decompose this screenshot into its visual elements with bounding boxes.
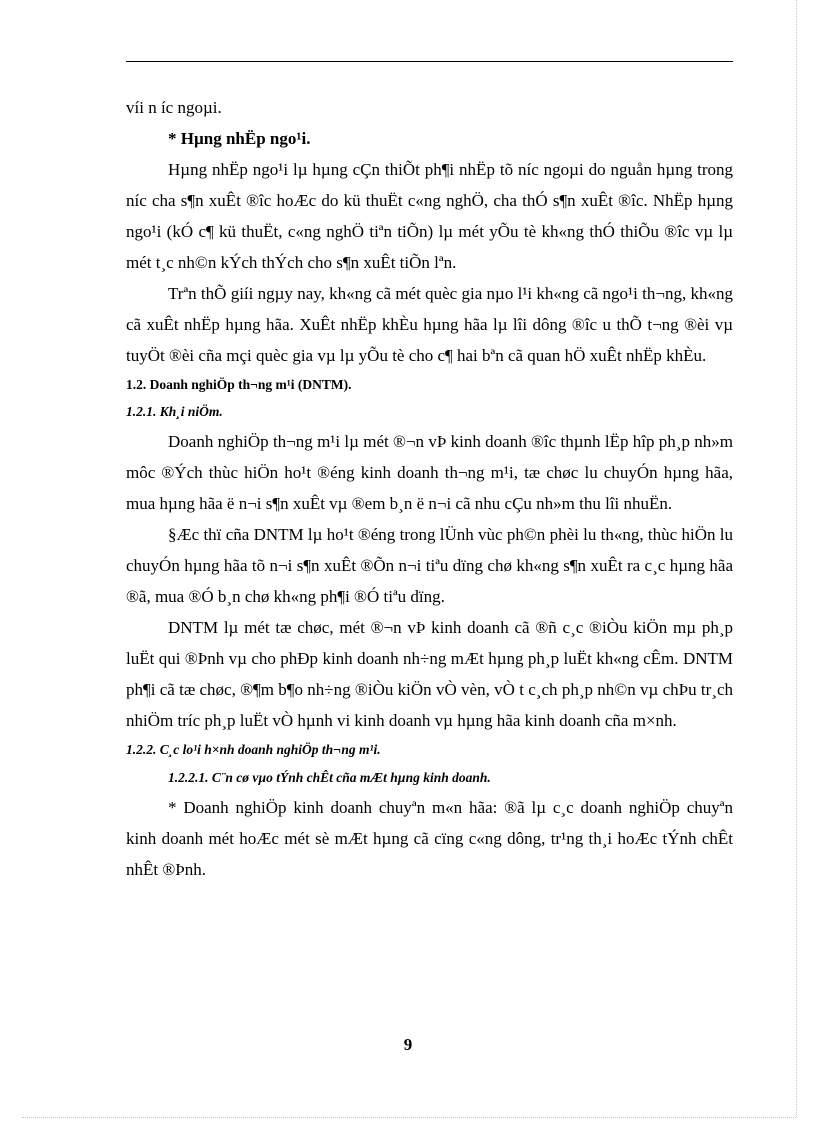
section-heading: * Hµng nhËp ngo¹i.: [168, 129, 311, 148]
header-rule: [126, 61, 733, 62]
page-number: 9: [403, 1035, 413, 1054]
subsection-heading-1-2-2: 1.2.2. C¸c lo¹i h×nh doanh nghiÖp th¬ng m¹i.: [126, 742, 381, 757]
paragraph: víi n íc ngoµi.: [126, 98, 222, 117]
paragraph: Hµng nhËp ngo¹i lµ hµng cÇn thiÕt ph¶i nhËp tõ níc ngoµi do nguån hµng trong níc cha s¶n xuÊt ®îc hoÆc do kü thuËt c«ng nghÖ, cha thÓ s¶n xuÊt ®îc. NhËp hµng ngo¹i (kÓ c¶ kü thuËt, c«ng nghÖ tiªn tiÕn) lµ mét yÕu tè kh«ng thÓ thiÕu ®îc vµ lµ mét t¸c nh©n kÝch thÝch cho s¶n xuÊt tiÕn lªn.: [126, 160, 733, 272]
section-heading-1-2: 1.2. Doanh nghiÖp th¬ng m¹i (DNTM).: [126, 377, 352, 392]
subsection-heading-1-2-1: 1.2.1. Kh¸i niÖm.: [126, 404, 223, 419]
paragraph: Doanh nghiÖp th¬ng m¹i lµ mét ®¬n vÞ kinh doanh ®îc thµnh lËp hîp ph¸p nh»m môc ®Ých thùc hiÖn ho¹t ®éng kinh doanh th¬ng m¹i, tæ chøc lu chuyÓn hµng hãa, mua hµng hãa ë n¬i s¶n xuÊt vµ ®em b¸n ë n¬i cã nhu cÇu nh»m thu lîi nhuËn.: [126, 432, 733, 513]
page-right-border: [796, 0, 797, 1117]
subsection-heading-1-2-2-1: 1.2.2.1. C¨n cø vµo tÝnh chÊt cña mÆt hµng kinh doanh.: [168, 770, 491, 785]
page-bottom-border: [22, 1117, 796, 1118]
paragraph: §Æc thï cña DNTM lµ ho¹t ®éng trong lÜnh vùc ph©n phèi lu th«ng, thùc hiÖn lu chuyÓn hµng hãa tõ n¬i s¶n xuÊt ®Õn n¬i tiªu dïng chø kh«ng s¶n xuÊt ra c¸c hµng hãa ®ã, mua ®Ó b¸n chø kh«ng ph¶i ®Ó tiªu dïng.: [126, 525, 733, 606]
page-body: [126, 92, 733, 885]
paragraph: * Doanh nghiÖp kinh doanh chuyªn m«n hãa: ®ã lµ c¸c doanh nghiÖp chuyªn kinh doanh mét hoÆc mét sè mÆt hµng cã cïng c«ng dông, tr¹ng th¸i hoÆc tÝnh chÊt nhÊt ®Þnh.: [126, 798, 733, 879]
paragraph: Trªn thÕ giíi ngµy nay, kh«ng cã mét quèc gia nµo l¹i kh«ng cã ngo¹i th¬ng, kh«ng cã xuÊt nhËp hµng hãa. XuÊt nhËp khÈu hµng hãa lµ lîi dông ®îc u thÕ t¬ng ®èi vµ tuyÖt ®èi cña mçi quèc gia vµ lµ yÕu tè cho c¶ hai bªn cã quan hÖ xuÊt nhËp khÈu.: [126, 284, 733, 365]
paragraph: DNTM lµ mét tæ chøc, mét ®¬n vÞ kinh doanh cã ®ñ c¸c ®iÒu kiÖn mµ ph¸p luËt qui ®Þnh vµ cho phÐp kinh doanh nh÷ng mÆt hµng ph¸p luËt kh«ng cÊm. DNTM ph¶i cã tæ chøc, ®¶m b¶o nh÷ng ®iÒu kiÖn vÒ vèn, vÒ t c¸ch ph¸p nh©n vµ chÞu tr¸ch nhiÖm tríc ph¸p luËt vÒ hµnh vi kinh doanh vµ hµng hãa kinh doanh cña m×nh.: [126, 618, 733, 730]
